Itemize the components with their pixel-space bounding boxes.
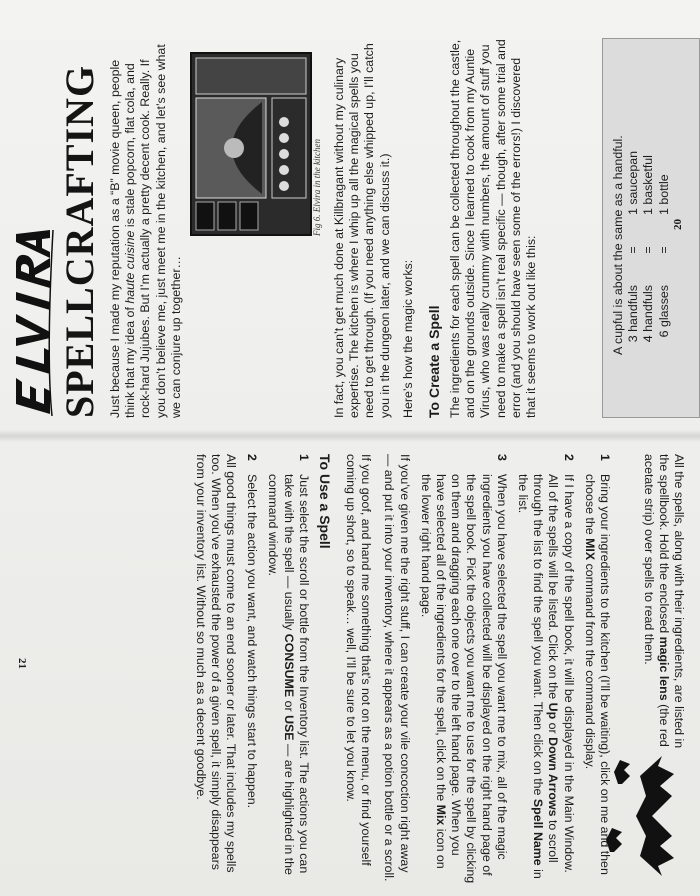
- list-item: 1 Just select the scroll or bottle from the Inventory list. The actions you can take with the spell — usually CONSUME or USE — are highlighted in the command window.: [266, 454, 311, 875]
- page-number: 21: [16, 658, 28, 669]
- list-item: 3 When you have selected the spell you want me to mix, all of the magic ingredients you have collected will be displayed on the right hand page of the spell book. Pick the objects you want me to use for the spell by clicking on them and dragging each one over to the left hand page. When you have selected all of the ingredients for the spell, click on the Mix icon on the lower right hand page.: [418, 454, 509, 884]
- figure-caption: Fig 6. Elvira in the kitchen: [312, 139, 322, 236]
- goof-paragraph: If you goof, and hand me something that’s not on the menu, or find yourself coming up short, so to speak… well, I’ll be sure to let you know.: [343, 454, 374, 866]
- list-item: 2 Select the action you want, and watch things start to happen.: [245, 454, 260, 809]
- body-text-block: [332, 38, 547, 418]
- measures-intro: A cupful is about the same as a handful.: [611, 135, 625, 355]
- intro-paragraph: Just because I made my reputation as a “B” movie queen, people think that my idea of haute cuisine is stale popcorn, flat cola, and rock-hard Jujubes. But I’m actually a pretty decent cook. Really. If you don’t believe me, just meet me in the kitchen, and let’s see what we can conjure up together…: [108, 44, 183, 418]
- spellbook-intro: All the spells, along with their ingredients, are listed in the spellbook. Hold the enclosed magic lens (the red acetate strip) over spells to read them.: [641, 454, 686, 749]
- list-item: 1 Bring your ingredients to the kitchen (I’ll be waiting), click on me and then choose the MIX command from the command display.: [582, 454, 612, 875]
- list-item: 2 If I have a copy of the spell book, it will be displayed in the Main Window. All of the spells will be listed. Click on the Up or Down Arrows to scroll through the list to find the spell you want. Then click on the Spell Name in the list.: [515, 454, 576, 879]
- kitchen-paragraph: In fact, you can’t get much done at Killbragant without my culinary expertise. The kitchen is where I whip up all the magical spells you need to get through. (If you need anything else whipped up, I’ll catch you in the dungeon later, and we can discuss it.): [332, 43, 392, 418]
- section-heading-use: To Use a Spell: [316, 454, 333, 549]
- page-21-area: [0, 436, 700, 896]
- potion-paragraph: If you’ve given me the right stuff, I can create your vile concoction right away — and put it into your inventory, where it appears as a potion bottle or a scroll.: [382, 454, 412, 882]
- kitchen-scene-icon: [192, 54, 310, 234]
- game-screenshot-figure: [190, 52, 312, 236]
- page-21: [0, 436, 700, 896]
- use-steps-list: [244, 454, 311, 884]
- page-20: [0, 0, 700, 436]
- mix-steps-list: [418, 454, 612, 884]
- page-title: SPELLCRAFTING: [57, 64, 102, 418]
- page-20-area: [0, 0, 700, 436]
- measure-row: 3 handfuls = 1 saucepan: [626, 150, 641, 343]
- magic-works-paragraph: Here’s how the magic works:: [400, 259, 415, 418]
- section-heading-create: To Create a Spell: [426, 305, 443, 418]
- spellbook-intro-block: [632, 454, 686, 754]
- measure-row: 6 glasses = 1 bottle: [656, 174, 671, 338]
- intro-paragraph-block: [108, 38, 192, 418]
- ingredients-paragraph: The ingredients for each spell can be collected throughout the castle, and on the grounds outside. Since I learned to cook from my Auntie Virus, who was really crummy with numbers, the amount of stuff you need to make a spell isn’t real specific — though, after some trial and error (and you should have seen some of the errors!) I discovered that it seems to work out like this:: [448, 39, 539, 418]
- ending-paragraph: All good things must come to an end sooner or later. That includes my spells too. When you’ve exhausted the power of a given spell, it simply disappears from your inventory list. Without so much as a decent goodbye.: [193, 454, 238, 873]
- bat-icon: [602, 756, 692, 876]
- page-number: 20: [672, 219, 684, 230]
- measures-box: [602, 38, 700, 418]
- right-body-block: [184, 454, 612, 884]
- measure-row: 4 handfuls = 1 basketful: [641, 155, 656, 343]
- elvira-logo-icon: [12, 228, 54, 418]
